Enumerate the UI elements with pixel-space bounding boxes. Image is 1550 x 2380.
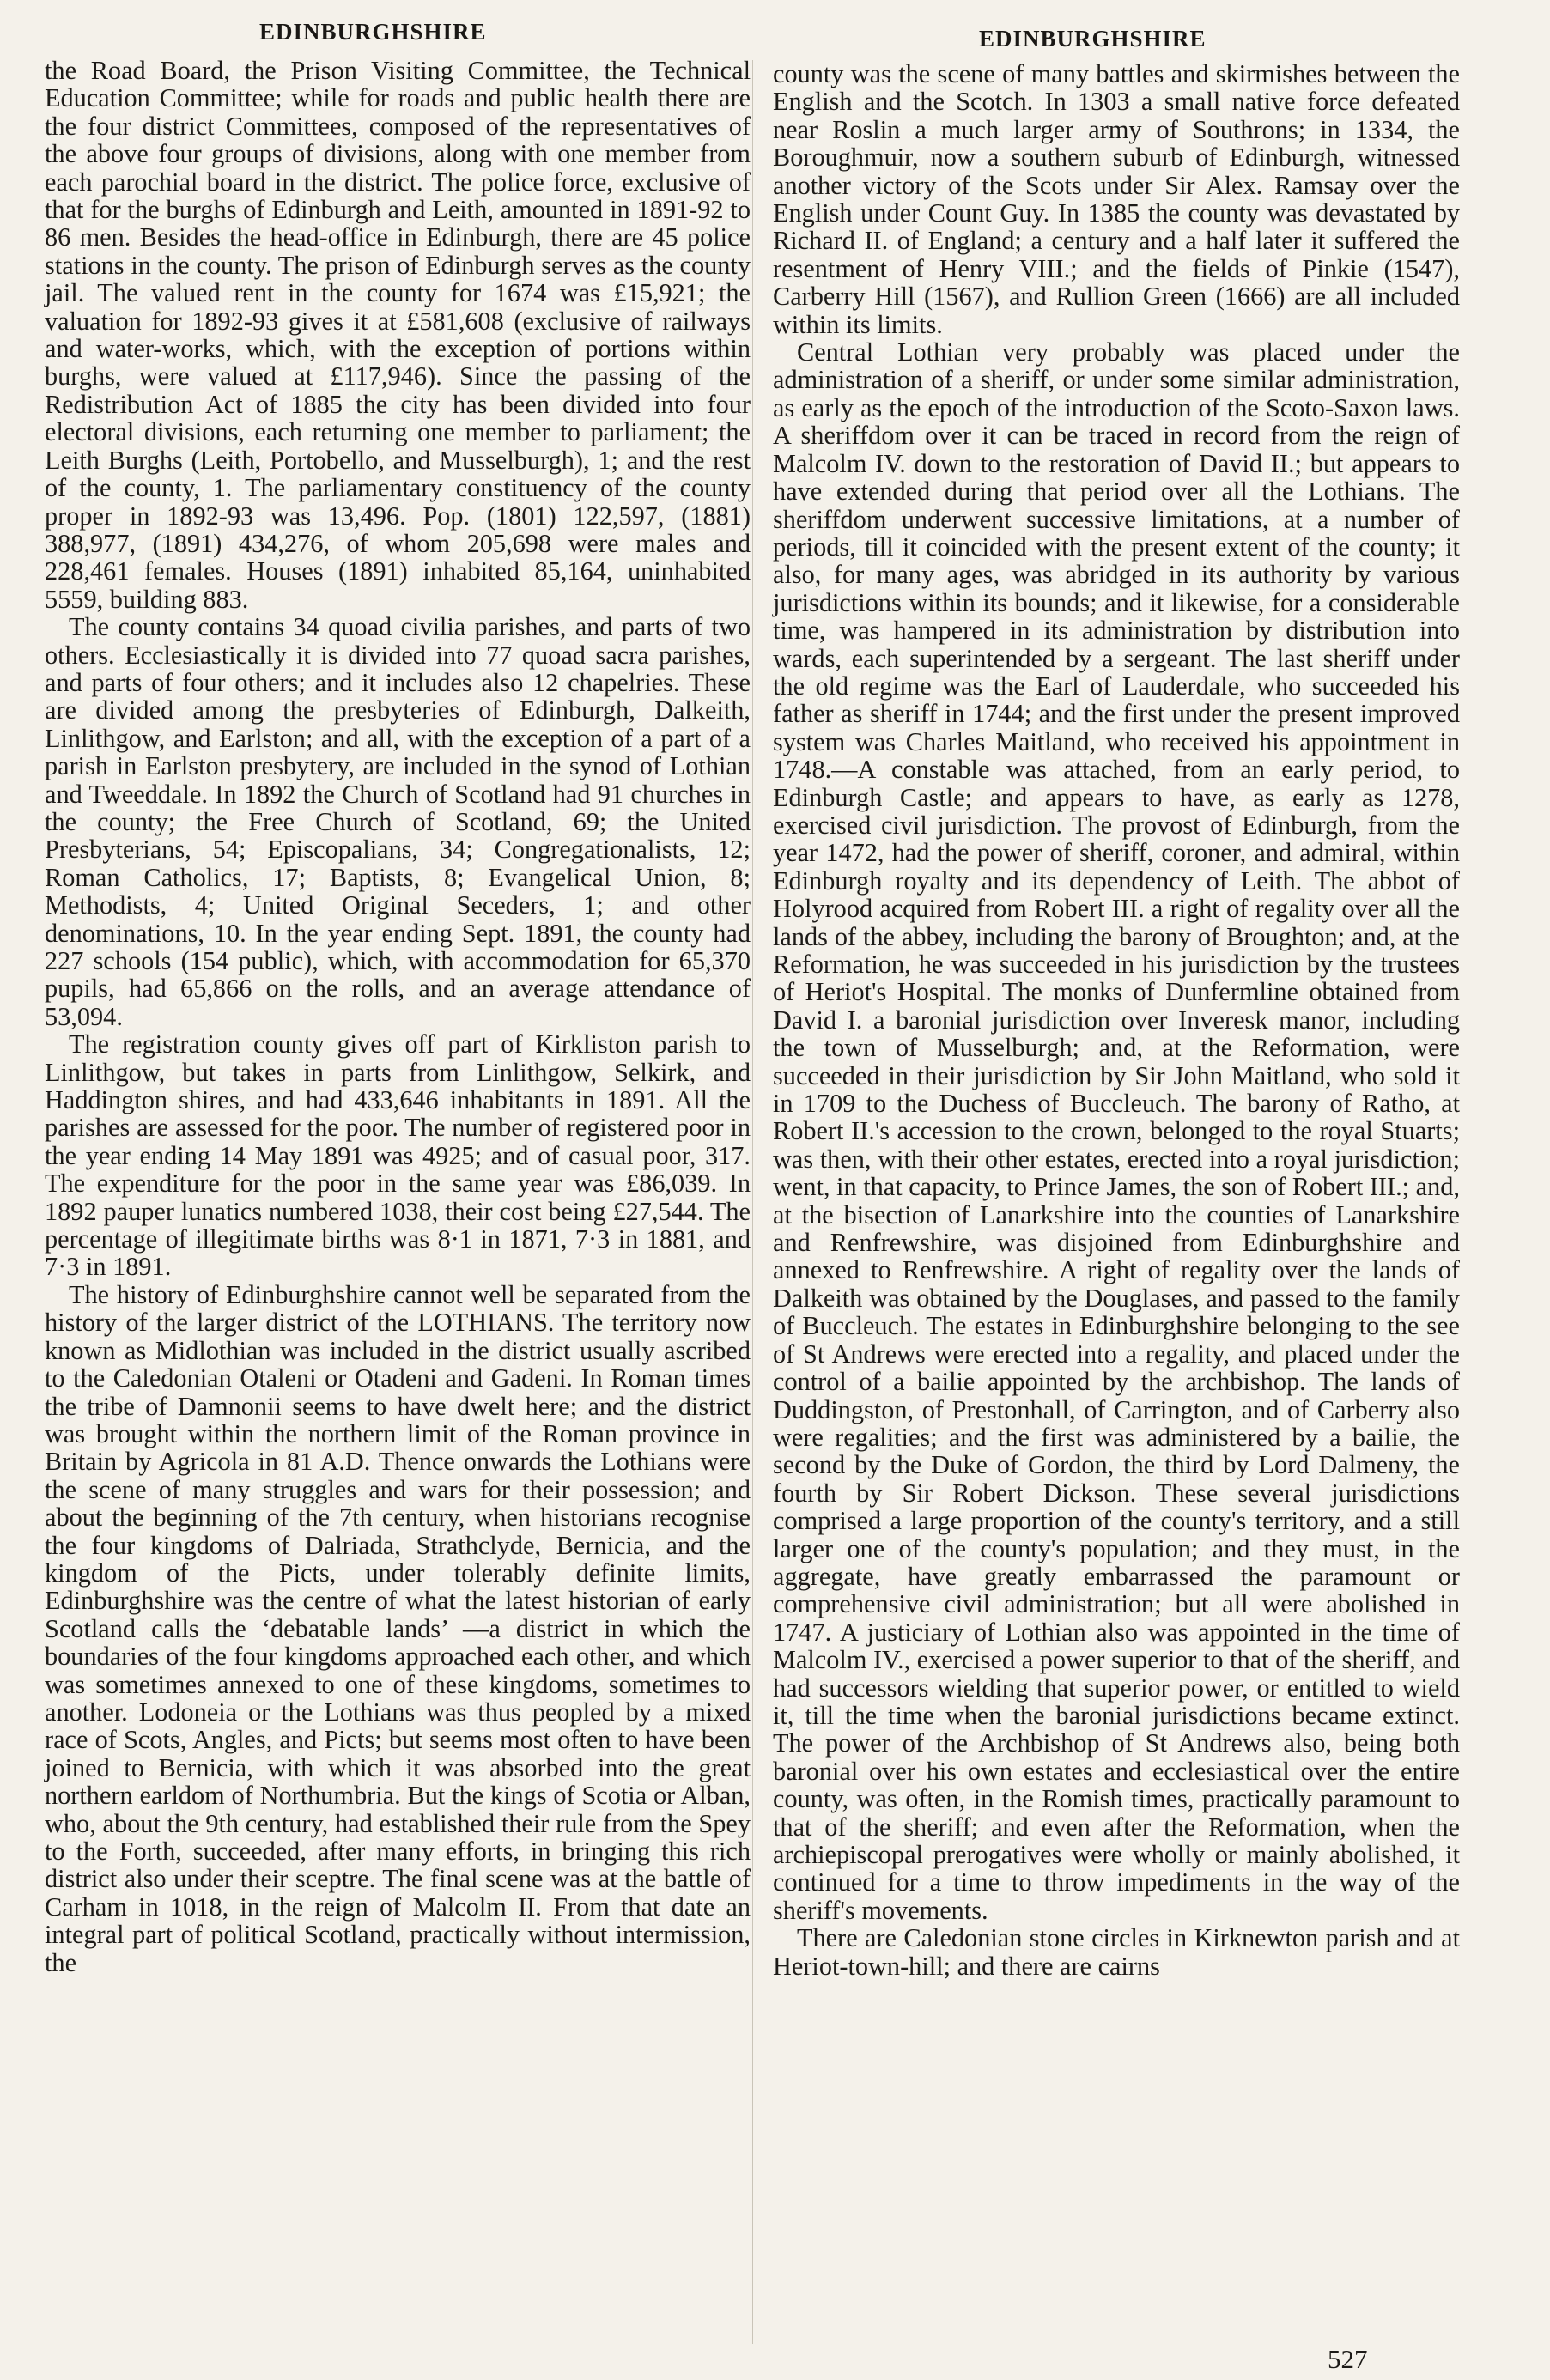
paragraph: The registration county gives off part of Kirkliston parish to Linlithgow, but takes in parts from Linlithgow, Selkirk, and Haddington shires, and had 433,646 inhabitants in 1891. All the parishes are assessed for the poor. The number of registered poor in the year ending 14 May 1891 was 4925; and of casual poor, 317. The expenditure for the poor in the same year was £86,039. In 1892 pauper lunatics numbered 1038, their cost being £27,544. The percentage of illegitimate births was 8·1 in 1871, 7·3 in 1881, and 7·3 in 1891. xyxy=(45,1029,751,1282)
paragraph: the Road Board, the Prison Visiting Committee, the Technical Education Committee; while for roads and public health there are the four district Committees, composed of the representatives of the above four groups of divisions, along with one member from each parochial board in the district. The police force, exclusive of that for the burghs of Edinburgh and Leith, amounted in 1891-92 to 86 men. Besides the head-office in Edinburgh, there are 45 police stations in the county. The prison of Edinburgh serves as the county jail. The valued rent in the county for 1674 was £15,921; the valuation for 1892-93 gives it at £581,608 (exclusive of railways and water-works, which, with the exception of portions within burghs, were valued at £117,946). Since the passing of the Redistribution Act of 1885 the city has been divided into four electoral divisions, each returning one member to parliament; the Leith Burghs (Leith, Portobello, and Musselburgh), 1; and the rest of the county, 1. The parliamentary constituency of the county proper in 1892-93 was 13,496. Pop. (1801) 122,597, (1881) 388,977, (1891) 434,276, of whom 205,698 were males and 228,461 females. Houses (1891) inhabited 85,164, uninhabited 5559, building 883. xyxy=(45,56,751,614)
paragraph: There are Caledonian stone circles in Kirknewton parish and at Heriot-town-hill; and there are cairns xyxy=(773,1923,1460,1981)
left-column xyxy=(45,57,751,1976)
paragraph: The county contains 34 quoad civilia parishes, and parts of two others. Ecclesiastically it is divided into 77 quoad sacra parishes, and parts of four others; and it includes also 12 chapelries. These are divided among the presbyteries of Edinburgh, Dalkeith, Linlithgow, and Earlston; and all, with the exception of a part of a parish in Earlston presbytery, are included in the synod of Lothian and Tweeddale. In 1892 the Church of Scotland had 91 churches in the county; the Free Church of Scotland, 69; the United Presbyterians, 54; Episcopalians, 34; Congregationalists, 12; Roman Catholics, 17; Baptists, 8; Evangelical Union, 8; Methodists, 4; United Original Seceders, 1; and other denominations, 10. In the year ending Sept. 1891, the county had 227 schools (154 public), which, with accommodation for 65,370 pupils, had 65,866 on the rolls, and an average attendance of 53,094. xyxy=(45,612,751,1031)
paragraph: county was the scene of many battles and skirmishes between the English and the Scotch. In 1303 a small native force defeated near Roslin a much larger army of Southrons; in 1334, the Boroughmuir, now a southern suburb of Edinburgh, witnessed another victory of the Scots under Sir Alex. Ramsay over the English under Count Guy. In 1385 the county was devastated by Richard II. of England; a century and a half later it suffered the resentment of Henry VIII.; and the fields of Pinkie (1547), Carberry Hill (1567), and Rullion Green (1666) are all included within its limits. xyxy=(773,59,1460,339)
paragraph: Central Lothian very probably was placed under the administration of a sheriff, or under some similar administration, as early as the epoch of the introduction of the Scoto-Saxon laws. A sheriffdom over it can be traced in record from the reign of Malcolm IV. down to the restoration of David II.; but appears to have extended during that period over all the Lothians. The sheriffdom underwent successive limitations, at a number of periods, till it coincided with the present extent of the county; it also, for many ages, was abridged in its authority by various jurisdictions within its bounds; and it likewise, for a considerable time, was hampered in its administration by distribution into wards, each superintended by a sergeant. The last sheriff under the old regime was the Earl of Lauderdale, who succeeded his father as sheriff in 1744; and the first under the present improved system was Charles Maitland, who received his appointment in 1748.—A constable was attached, from an early period, to Edinburgh Castle; and appears to have, as early as 1278, exercised civil jurisdiction. The provost of Edinburgh, from the year 1472, had the power of sheriff, coroner, and admiral, within Edinburgh royalty and its dependency of Leith. The abbot of Holyrood acquired from Robert III. a right of regality over all the lands of the abbey, including the barony of Broughton; and, at the Reformation, he was succeeded in his jurisdiction by the trustees of Heriot's Hospital. The monks of Dunfermline obtained from David I. a baronial jurisdiction over Inveresk manor, including the town of Musselburgh; and, at the Reformation, were succeeded in their jurisdiction by Sir John Maitland, who sold it in 1709 to the Duchess of Buccleuch. The barony of Ratho, at Robert II.'s accession to the crown, belonged to the royal Stuarts; was then, with their other estates, erected into a royal jurisdiction; went, in that capacity, to Prince James, the son of Robert III.; and, at the bisection of Lanarkshire into the counties of Lanarkshire and Renfrewshire, was disjoined from Edinburghshire and annexed to Renfrewshire. A right of regality over the lands of Dalkeith was obtained by the Douglases, and passed to the family of Buccleuch. The estates in Edinburghshire belonging to the see of St Andrews were erected into a regality, and placed under the control of a bailie appointed by the archbishop. The lands of Duddingston, of Prestonhall, of Carrington, and of Carberry also were regalities; and the first was administered by a bailie, the second by the Duke of Gordon, the third by Lord Dalmeny, the fourth by Sir Robert Dickson. These several jurisdictions comprised a large proportion of the county's territory, and a still larger one of the county's population; and they must, in the aggregate, have greatly embarrassed the paramount or comprehensive civil administration; but all were abolished in 1747. A justiciary of Lothian also was appointed in the time of Malcolm IV., exercised a power superior to that of the sheriff, and had successors wielding that superior power, or entitled to wield it, till the time when the baronial jurisdictions became extinct. The power of the Archbishop of St Andrews also, being both baronial over his own estates and ecclesiastical over the entire county, was often, in the Romish times, practically paramount to that of the sheriff; and even after the Reformation, when the archiepiscopal prerogatives were wholly or mainly abolished, it continued for a time to throw impediments in the way of the sheriff's movements. xyxy=(773,337,1460,1925)
right-column xyxy=(773,60,1460,1980)
column-divider xyxy=(752,60,753,2344)
paragraph: The history of Edinburghshire cannot well be separated from the history of the larger district of the LOTHIANS. The territory now known as Midlothian was included in the district usually ascribed to the Caledonian Otaleni or Otadeni and Gadeni. In Roman times the tribe of Damnonii seems to have dwelt here; and the district was brought within the northern limit of the Roman province in Britain by Agricola in 81 A.D. Thence onwards the Lothians were the scene of many struggles and wars for their possession; and about the beginning of the 7th century, when historians recognise the four kingdoms of Dalriada, Strathclyde, Bernicia, and the kingdom of the Picts, under tolerably definite limits, Edinburghshire was the centre of what the latest historian of early Scotland calls the ‘debatable lands’ —a district in which the boundaries of the four kingdoms approached each other, and which was sometimes annexed to one of these kingdoms, sometimes to another. Lodoneia or the Lothians was thus peopled by a mixed race of Scots, Angles, and Picts; but seems most often to have been joined to Bernicia, with which it was absorbed into the great northern earldom of Northumbria. But the kings of Scotia or Alban, who, about the 9th century, had established their rule from the Spey to the Forth, succeeded, after many efforts, in bringing this rich district also under their sceptre. The final scene was at the battle of Carham in 1018, in the reign of Malcolm II. From that date an integral part of political Scotland, practically without intermission, the xyxy=(45,1279,751,1977)
running-header-left: EDINBURGHSHIRE xyxy=(259,19,487,45)
running-header-right: EDINBURGHSHIRE xyxy=(979,26,1207,52)
page-number: 527 xyxy=(1328,2344,1368,2374)
